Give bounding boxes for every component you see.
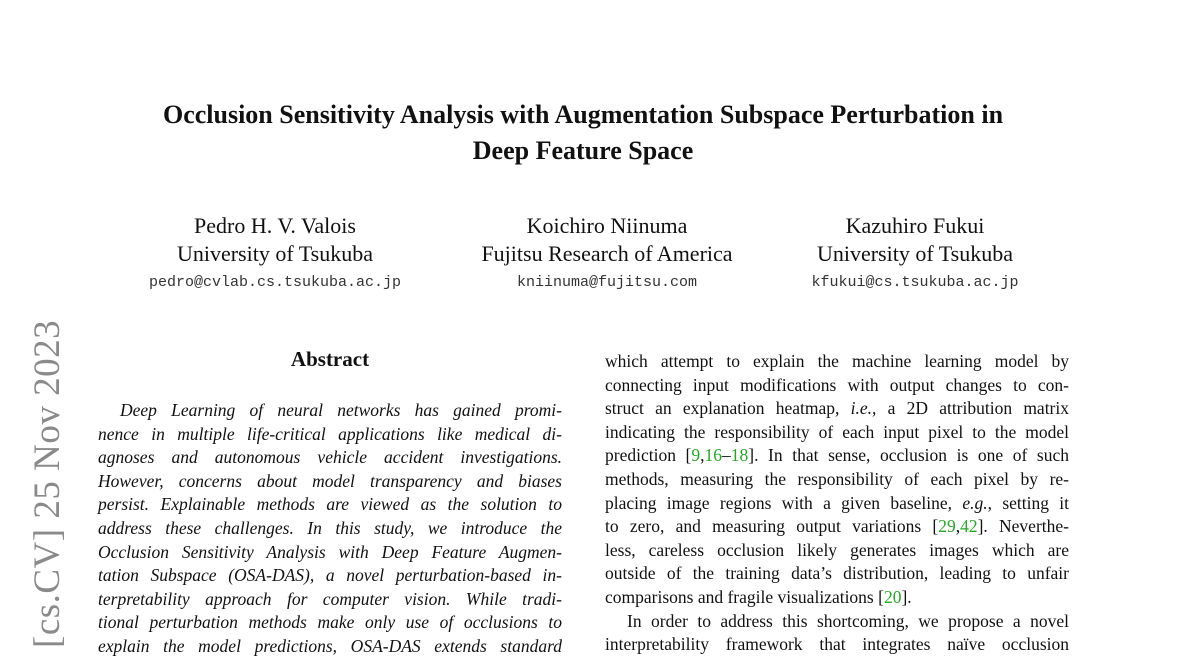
citation-link[interactable]: 42 xyxy=(960,516,978,537)
author-name: Pedro H. V. Valois xyxy=(194,213,356,238)
author-email[interactable]: kfukui@cs.tsukuba.ac.jp xyxy=(811,274,1019,291)
abstract-body xyxy=(98,399,562,659)
abstract-line: nence in multiple life-critical applications like medical di- xyxy=(98,423,562,444)
text-run-italic: e.g. xyxy=(962,492,988,513)
citation-link[interactable]: 29 xyxy=(938,516,956,537)
body-line: outside of the training data’s distribution, leading to unfair xyxy=(605,563,1069,584)
abstract-line: agnoses and autonomous vehicle accident investigations. xyxy=(98,447,562,468)
author-affiliation: Fujitsu Research of America xyxy=(481,241,733,266)
body-line: interpretability framework that integrates naïve occlusion xyxy=(605,634,1069,655)
text-run: – xyxy=(722,445,731,466)
body-line xyxy=(605,492,1069,516)
citation-link[interactable]: 9 xyxy=(691,445,701,466)
author-affiliation: University of Tsukuba xyxy=(176,241,374,266)
abstract-line: Deep Learning of neural networks has gained promi- xyxy=(120,400,562,420)
body-line xyxy=(605,586,1069,610)
body-line: methods, measuring the responsibility of each pixel by re- xyxy=(605,468,1069,489)
paper-title xyxy=(100,97,1066,169)
title-line-1: Occlusion Sensitivity Analysis with Augmentation Subspace Perturbation in xyxy=(162,100,1004,129)
body-line: less, careless occlusion likely generates images which are xyxy=(605,539,1069,560)
abstract-line: Occlusion Sensitivity Analysis with Deep Feature Augmen- xyxy=(98,541,562,562)
author-email[interactable]: kniinuma@fujitsu.com xyxy=(516,274,698,291)
abstract-line: terpretability approach for computer vision. While tradi- xyxy=(98,588,562,609)
body-line xyxy=(605,397,1069,421)
text-run: placing image regions with a given baseline, xyxy=(605,492,963,513)
text-run: prediction [ xyxy=(605,445,692,466)
abstract-line: explain the model predictions, OSA-DAS extends standard xyxy=(98,635,562,656)
author-2 xyxy=(457,212,757,298)
intro-body xyxy=(605,350,1069,657)
abstract-line: However, concerns about model transparency and biases xyxy=(98,470,562,491)
body-line: In order to address this shortcoming, we propose a novel xyxy=(627,610,1069,631)
author-affiliation: University of Tsukuba xyxy=(816,241,1014,266)
text-run: struct an explanation heatmap, xyxy=(605,398,851,419)
author-name: Koichiro Niinuma xyxy=(526,213,688,238)
abstract-line: address these challenges. In this study, we introduce the xyxy=(98,517,562,538)
abstract-heading: Abstract xyxy=(290,347,370,371)
citation-link[interactable]: 16 xyxy=(704,445,722,466)
text-run: to zero, and measuring output variations [ xyxy=(605,516,939,537)
arxiv-stamp: [cs.CV] 25 Nov 2023 xyxy=(27,319,68,648)
text-run: , a 2D attribution matrix xyxy=(871,398,1069,419)
text-run: ]. Neverthe- xyxy=(977,516,1069,537)
title-line-2: Deep Feature Space xyxy=(472,136,694,165)
abstract-line: tional perturbation methods make only use of occlusions to xyxy=(98,612,562,633)
body-line xyxy=(605,444,1069,468)
text-run: , xyxy=(700,445,705,466)
author-3 xyxy=(765,212,1065,298)
text-run: , xyxy=(955,516,961,537)
text-run: ]. In that sense, occlusion is one of such xyxy=(748,445,1069,466)
body-line: which attempt to explain the machine learning model by xyxy=(605,351,1069,371)
text-run: ]. xyxy=(901,586,912,607)
citation-link[interactable]: 18 xyxy=(730,445,749,466)
citation-link[interactable]: 20 xyxy=(883,586,902,607)
text-run-italic: i.e. xyxy=(850,398,872,419)
text-run: , setting it xyxy=(987,492,1070,513)
body-line: indicating the responsibility of each input pixel to the model xyxy=(605,421,1069,442)
body-line xyxy=(605,515,1069,539)
text-run: comparisons and fragile visualizations [ xyxy=(605,586,884,607)
abstract-line: persist. Explainable methods are viewed as the solution to xyxy=(98,494,562,515)
author-1 xyxy=(125,212,425,298)
body-line: connecting input modifications with output changes to con- xyxy=(605,374,1069,395)
author-email[interactable]: pedro@cvlab.cs.tsukuba.ac.jp xyxy=(148,274,402,291)
author-name: Kazuhiro Fukui xyxy=(845,213,985,238)
abstract-line: tation Subspace (OSA-DAS), a novel perturbation-based in- xyxy=(98,565,562,586)
